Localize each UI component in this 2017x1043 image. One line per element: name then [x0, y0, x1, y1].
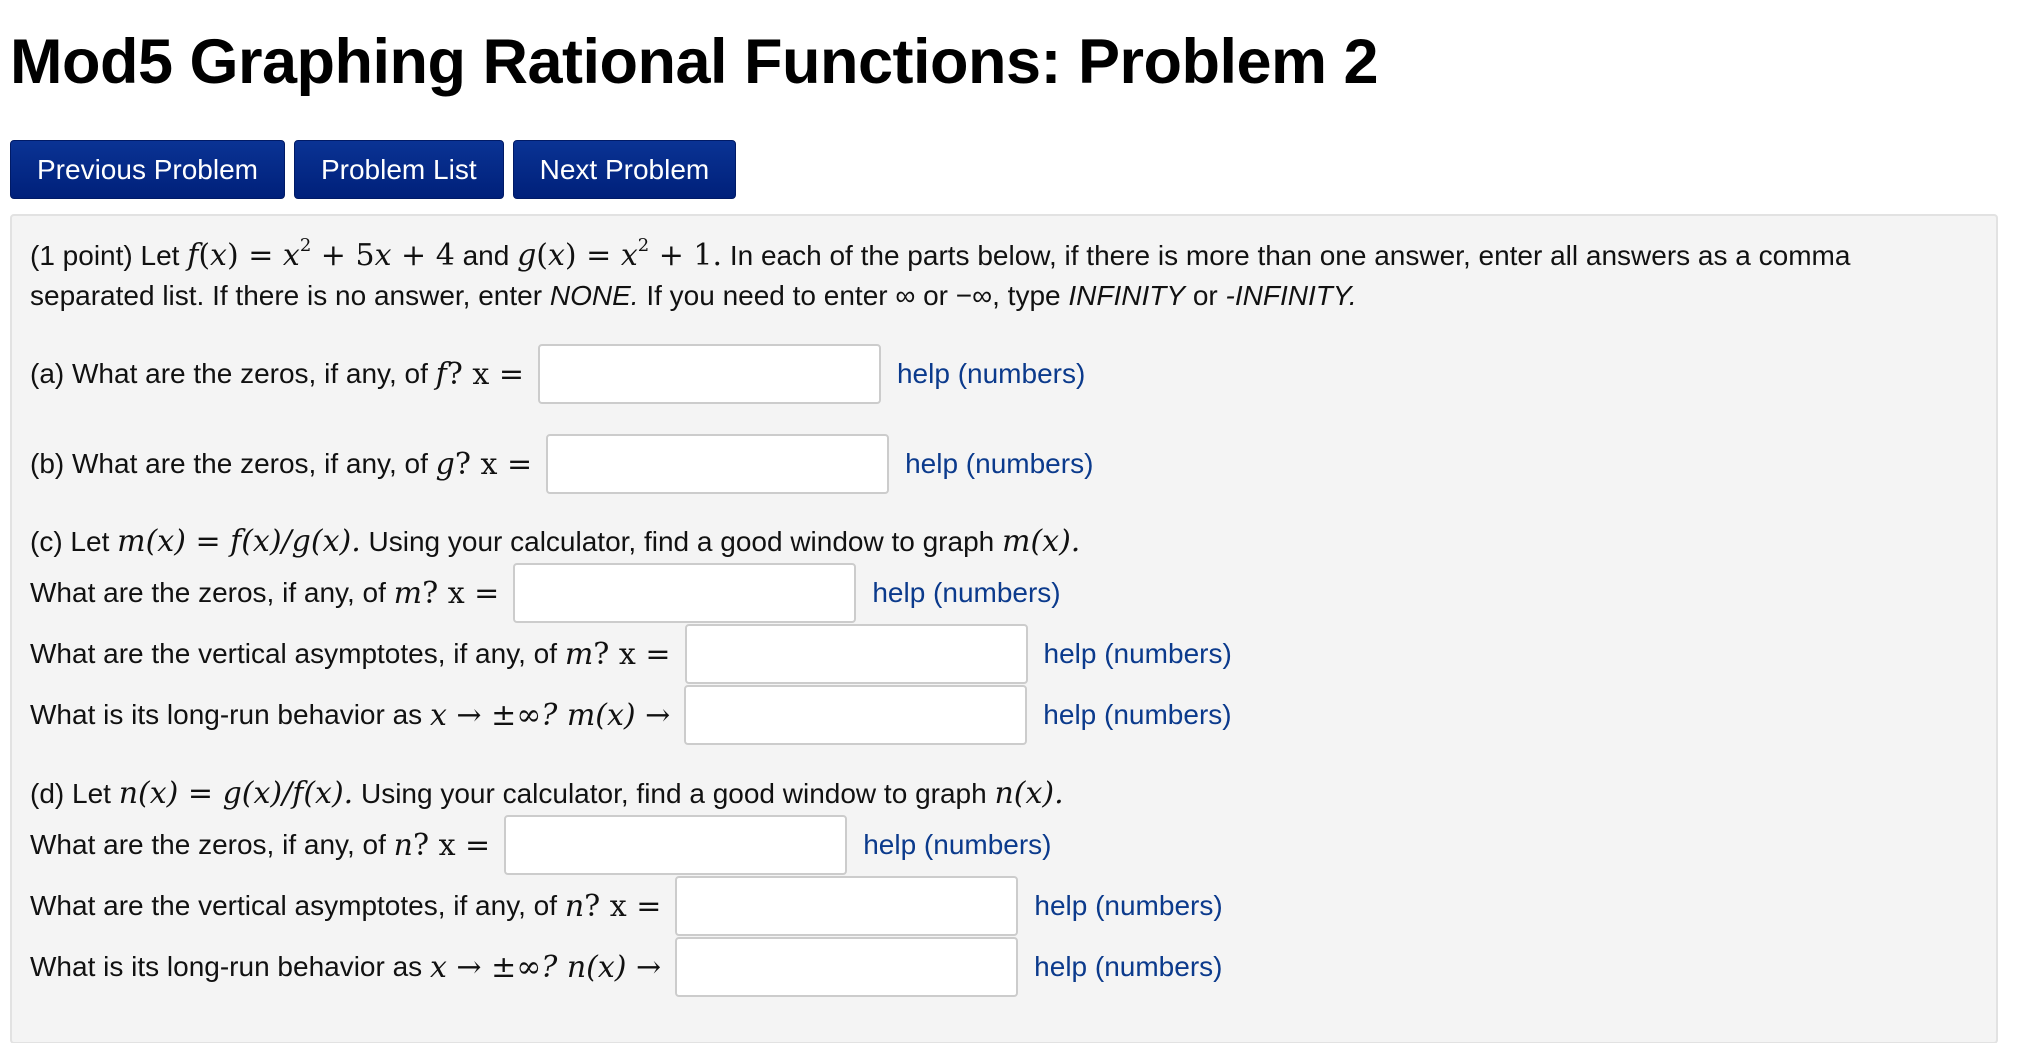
- part-d-asymptotes-prompt: ? x =: [584, 888, 662, 924]
- part-c-asymptotes-input[interactable]: [685, 624, 1028, 684]
- part-d-zeros-prompt: ? x =: [412, 827, 491, 863]
- part-a-question: (a) What are the zeros, if any, of: [30, 358, 428, 389]
- part-a-function: f: [435, 356, 447, 392]
- part-c-zeros-function: m: [393, 575, 423, 611]
- intro-line2-b: If you need to enter ∞ or −∞, type: [646, 280, 1061, 311]
- part-c-zeros-input[interactable]: [513, 563, 856, 623]
- part-d-zeros-row: [30, 815, 1052, 875]
- part-c-definition: m(x) = f(x)/g(x).: [117, 524, 361, 559]
- part-c-zeros-help-link[interactable]: help (numbers): [872, 577, 1061, 608]
- part-b-help-link[interactable]: help (numbers): [905, 448, 1094, 479]
- problem-panel: [10, 214, 1998, 1043]
- problem-navigation: [10, 140, 736, 199]
- problem-intro-line-2: [30, 276, 1357, 316]
- part-a-help-link[interactable]: help (numbers): [896, 358, 1086, 389]
- part-d-asymptotes-row: [30, 876, 1223, 936]
- f-definition-rest: $(x) = x^2 + 5x + 4$: [198, 235, 455, 273]
- part-d-asymptotes-input[interactable]: [675, 876, 1018, 936]
- f-definition: f: [187, 238, 199, 273]
- part-c-graph-function: m(x).: [1002, 524, 1081, 559]
- part-d-intro-b: Using your calculator, find a good window to graph: [360, 778, 987, 809]
- intro-line2-a: separated list. If there is no answer, enter: [30, 280, 543, 311]
- part-c-asymptotes-prompt: ? x =: [593, 636, 671, 672]
- part-c-intro: [30, 522, 1080, 562]
- points-label: (1 point): [30, 240, 133, 271]
- previous-problem-button[interactable]: Previous Problem: [10, 140, 285, 199]
- part-b-function: g: [435, 446, 455, 482]
- part-d-zeros-input[interactable]: [504, 815, 847, 875]
- let-word: Let: [140, 240, 180, 271]
- part-d-zeros-question: What are the zeros, if any, of: [30, 829, 386, 860]
- part-c-long-run-question: What is its long-run behavior as: [30, 699, 423, 730]
- part-a-answer-input[interactable]: [538, 344, 881, 404]
- page-title: Mod5 Graphing Rational Functions: Problem 2: [10, 27, 1379, 97]
- part-d-long-run-expression: x → ±∞? n(x) →: [429, 949, 662, 985]
- part-c-long-run-expression: x → ±∞? m(x) →: [429, 697, 671, 733]
- part-c-asymptotes-question: What are the vertical asymptotes, if any, of: [30, 638, 558, 669]
- part-c-intro-a: (c) Let: [30, 526, 110, 557]
- next-problem-button[interactable]: Next Problem: [513, 140, 737, 199]
- part-c-asymptotes-row: [30, 624, 1232, 684]
- part-c-intro-b: Using your calculator, find a good window to graph: [368, 526, 995, 557]
- part-d-asymptotes-help-link[interactable]: help (numbers): [1034, 890, 1223, 921]
- part-d-asymptotes-question: What are the vertical asymptotes, if any, of: [30, 890, 558, 921]
- part-c-zeros-prompt: ? x =: [422, 575, 500, 611]
- part-c-asymptotes-help-link[interactable]: help (numbers): [1043, 638, 1232, 669]
- part-d-long-run-input[interactable]: [675, 937, 1018, 997]
- problem-intro-line-1: [30, 236, 1850, 276]
- part-d-intro: [30, 774, 1064, 814]
- part-b-row: [30, 434, 1093, 494]
- part-d-long-run-row: [30, 937, 1222, 997]
- part-c-zeros-question: What are the zeros, if any, of: [30, 577, 386, 608]
- part-b-prompt: ? x =: [454, 446, 533, 482]
- part-c-asymptotes-function: m: [564, 636, 594, 672]
- part-d-asymptotes-function: n: [564, 888, 585, 924]
- part-d-long-run-question: What is its long-run behavior as: [30, 951, 423, 982]
- neg-infinity-keyword: -INFINITY.: [1225, 280, 1357, 311]
- part-c-zeros-row: [30, 563, 1061, 623]
- or-word: or: [1192, 280, 1218, 311]
- part-c-long-run-help-link[interactable]: help (numbers): [1043, 699, 1232, 730]
- part-d-definition: n(x) = g(x)/f(x).: [118, 776, 354, 811]
- part-d-long-run-help-link[interactable]: help (numbers): [1034, 951, 1223, 982]
- and-word: and: [462, 240, 510, 271]
- part-d-zeros-function: n: [393, 827, 413, 863]
- part-b-answer-input[interactable]: [546, 434, 889, 494]
- part-b-question: (b) What are the zeros, if any, of: [30, 448, 428, 479]
- part-c-long-run-row: [30, 685, 1232, 745]
- intro-rest: In each of the parts below, if there is more than one answer, enter all answers as a comma: [729, 240, 1851, 271]
- part-a-row: [30, 344, 1085, 404]
- infinity-keyword: INFINITY: [1068, 280, 1186, 311]
- part-d-zeros-help-link[interactable]: help (numbers): [863, 829, 1052, 860]
- g-definition: $g(x) = x^2 + 1$.: [517, 235, 723, 273]
- part-c-long-run-input[interactable]: [684, 685, 1027, 745]
- part-d-intro-a: (d) Let: [30, 778, 111, 809]
- part-d-graph-function: n(x).: [994, 776, 1064, 811]
- none-keyword: NONE.: [549, 280, 639, 311]
- part-a-prompt: ? x =: [446, 356, 524, 392]
- problem-list-button[interactable]: Problem List: [294, 140, 504, 199]
